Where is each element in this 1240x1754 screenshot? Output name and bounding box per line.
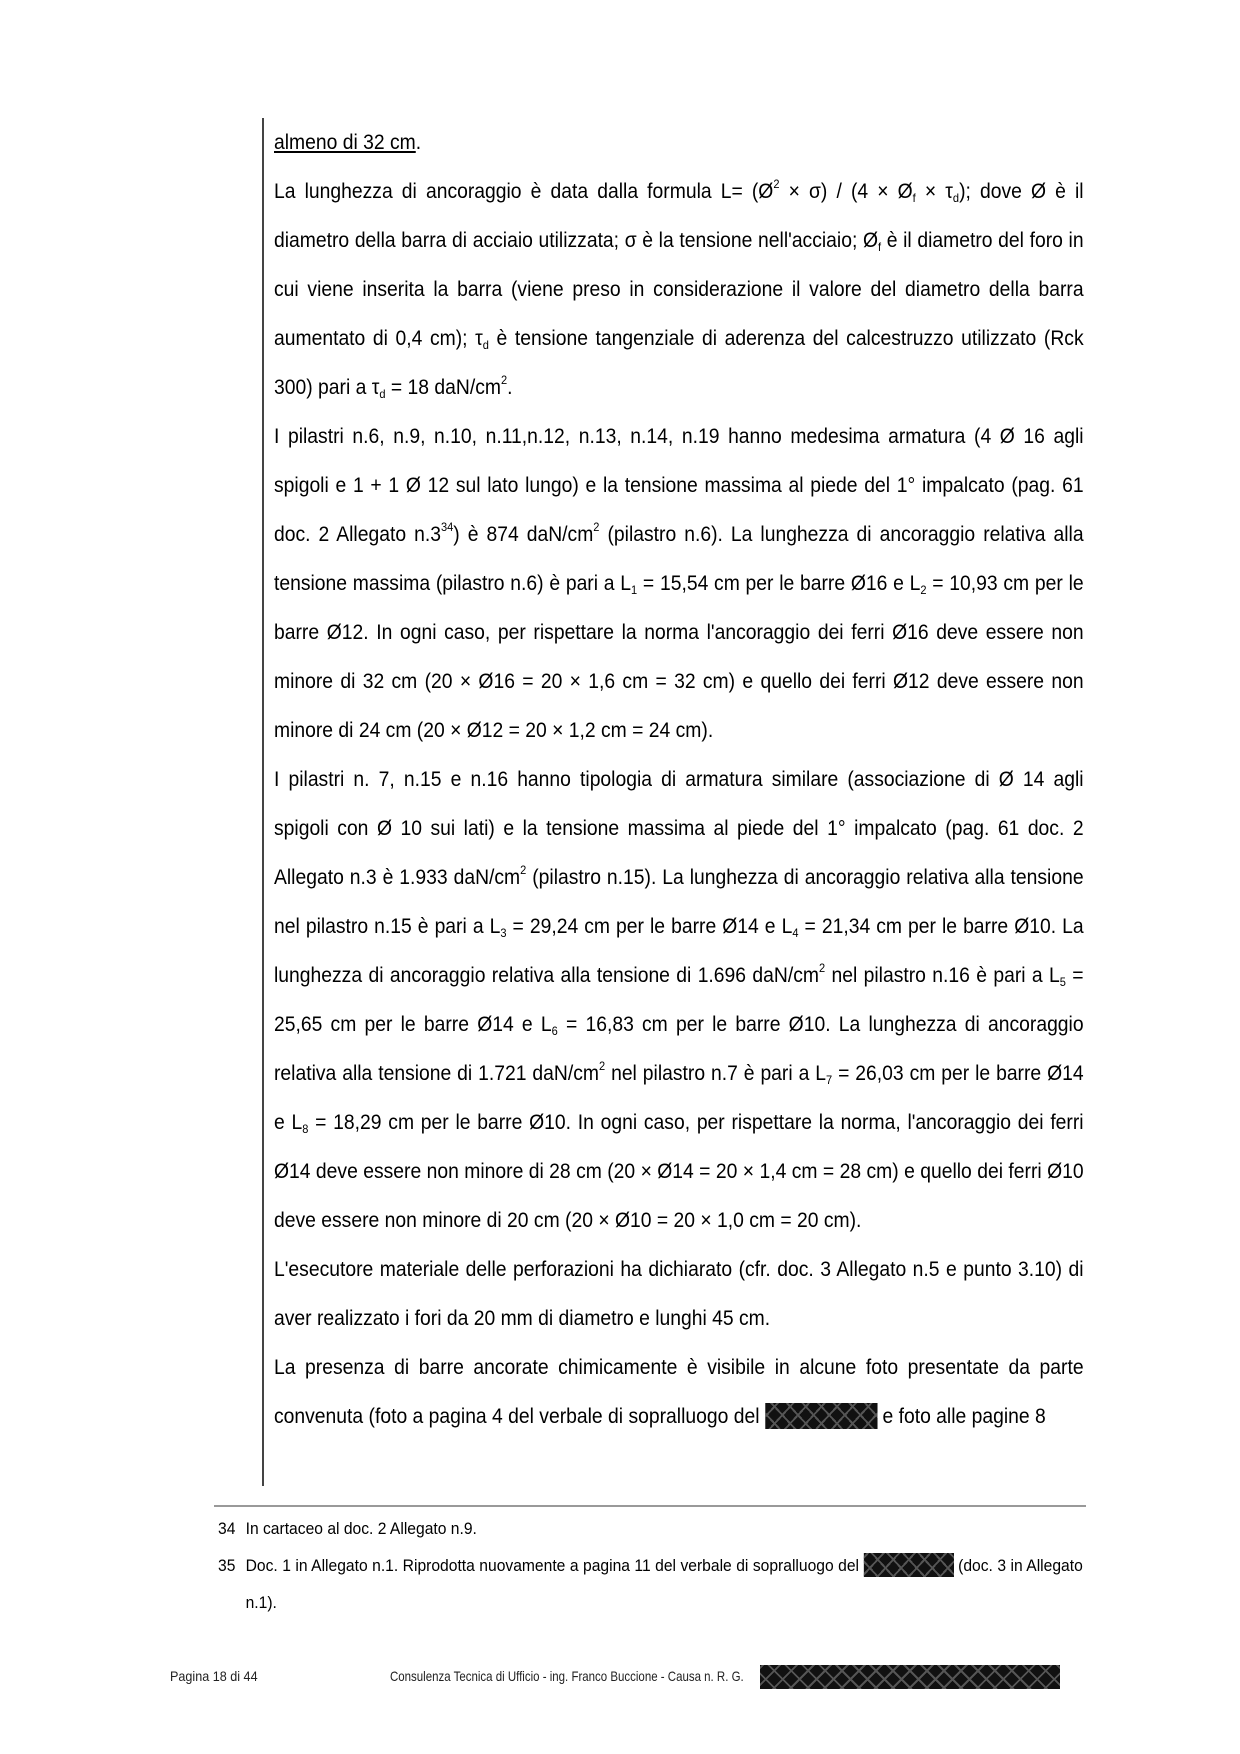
text: e foto alle pagine 8 [877,1405,1046,1428]
text: = 16,83 cm per le barre Ø10. La lunghezza di ancoraggio relativa alla tensione di 1.721 daN/cm [274,1013,1084,1085]
redacted-date [863,1553,953,1577]
footnote-35 [218,1547,1083,1621]
text: = 18,29 cm per le barre Ø10. In ogni caso, per rispettare la norma, l'ancoraggio dei ferri Ø14 deve essere non minore di 28 cm (20 × Ø14 = 20 × 1,4 cm = 28 cm) e quello dei ferri Ø10 deve essere non minore di 20 cm (20 × Ø10 = 20 × 1,0 cm = 20 cm). [274,1111,1084,1232]
superscript: 2 [520,863,527,877]
subscript: f [912,191,916,205]
superscript: 2 [818,961,826,975]
footnotes [218,1510,1086,1621]
footnote-number: 34 [218,1519,236,1538]
footnote-text: In cartaceo al doc. 2 Allegato n.9. [245,1519,477,1538]
text: (pilastro n.15). La lunghezza di ancoraggio relativa alla tensione nel pilastro n.15 è pari a L [274,866,1084,938]
footnote-separator [214,1505,1086,1507]
text: × τ [915,180,953,203]
paragraph-formula [274,167,1084,412]
superscript: 2 [598,1059,606,1073]
subscript: d [482,338,489,352]
redacted-case-number [760,1665,1060,1689]
subscript: d [952,191,960,205]
text: nel pilastro n.7 è pari a L [605,1062,827,1085]
text: è tensione tangenziale di aderenza del calcestruzzo utilizzato (Rck 300) pari a τ [274,327,1084,399]
text: L'esecutore materiale delle perforazioni ha dichiarato (cfr. doc. 3 Allegato n.5 e punto 3.10) di aver realizzato i fori da 20 mm di diametro e lunghi 45 cm. [274,1258,1084,1330]
footnote-number: 35 [218,1556,236,1575]
underlined-text: almeno di 32 cm [274,131,416,154]
text: . [507,376,513,399]
text: (pilastro n.6). La lunghezza di ancoraggio relativa alla tensione massima (pilastro n.6) è pari a L [274,523,1084,595]
text: nel pilastro n.16 è pari a L [825,964,1060,987]
redacted-date [765,1403,877,1429]
footnote-text [246,1547,1083,1621]
footnote-34 [218,1510,1083,1547]
text: = 29,24 cm per le barre Ø14 e L [506,915,793,938]
subscript: 1 [631,583,638,597]
text: = 25,65 cm per le barre Ø14 e L [274,964,1084,1036]
paragraph-1 [274,118,1084,167]
subscript: 4 [792,926,799,940]
text: ); dove Ø è il diametro della barra di acciaio utilizzata; σ è la tensione nell'acciaio; Ø [274,180,1084,252]
text: I pilastri n. 7, n.15 e n.16 hanno tipologia di armatura similare (associazione di Ø 14 agli spigoli con Ø 10 sui lati) e la tensione massima al piede del 1° impalcato (pag. 61 doc. 2 Allegato n.3 è 1.933 daN/cm [274,768,1084,889]
paragraph-pilastri-2 [274,755,1084,1245]
paragraph-pilastri-1 [274,412,1084,755]
footnote-ref-34[interactable]: 34 [440,520,454,534]
text: è il diametro del foro in cui viene inserita la barra (viene preso in considerazione il valore del diametro della barra aumentato di 0,4 cm); τ [274,229,1084,350]
superscript: 2 [500,373,508,387]
subscript: d [379,387,386,401]
subscript: 7 [826,1073,833,1087]
subscript: 6 [551,1024,558,1038]
footer-title: Consulenza Tecnica di Ufficio - ing. Franco Buccione - Causa n. R. G. [390,1668,744,1684]
text: Doc. 1 in Allegato n.1. Riprodotta nuovamente a pagina 11 del verbale di sopralluogo del [245,1556,864,1575]
text: = 26,03 cm per le barre Ø14 e L [274,1062,1084,1134]
body-text [262,118,1086,1486]
text: = 18 daN/cm [385,376,501,399]
text: La presenza di barre ancorate chimicamente è visibile in alcune foto presentate da parte convenuta (foto a pagina 4 del verbale di sopralluogo del [274,1356,1084,1428]
text: = 15,54 cm per le barre Ø16 e L [637,572,921,595]
text: La lunghezza di ancoraggio è data dalla formula L= (Ø [274,180,774,203]
subscript: f [878,240,882,254]
subscript: 8 [302,1122,309,1136]
paragraph-esecutore [274,1245,1084,1343]
subscript: 2 [920,583,927,597]
text: . [415,131,422,154]
text: (doc. 3 in Allegato n.1). [245,1556,1083,1612]
text: ) è 874 daN/cm [453,523,594,546]
subscript: 5 [1059,975,1066,989]
text: × σ) / (4 × Ø [779,180,913,203]
page-number: Pagina 18 di 44 [170,1668,258,1684]
paragraph-barre [274,1343,1084,1441]
superscript: 2 [593,520,600,534]
subscript: 3 [500,926,507,940]
text: I pilastri n.6, n.9, n.10, n.11,n.12, n.13, n.14, n.19 hanno medesima armatura (4 Ø 16 agli spigoli e 1 + 1 Ø 12 sul lato lungo) e la tensione massima al piede del 1° impalcato (pag. 61 doc. 2 Allegato n.3 [274,425,1084,546]
superscript: 2 [773,177,780,191]
text: = 21,34 cm per le barre Ø10. La lunghezza di ancoraggio relativa alla tensione di 1.696 daN/cm [274,915,1084,987]
text: = 10,93 cm per le barre Ø12. In ogni caso, per rispettare la norma l'ancoraggio dei ferri Ø16 deve essere non minore di 32 cm (20 × Ø16 = 20 × 1,6 cm = 32 cm) e quello dei ferri Ø12 deve essere non minore di 24 cm (20 × Ø12 = 20 × 1,2 cm = 24 cm). [274,572,1084,742]
